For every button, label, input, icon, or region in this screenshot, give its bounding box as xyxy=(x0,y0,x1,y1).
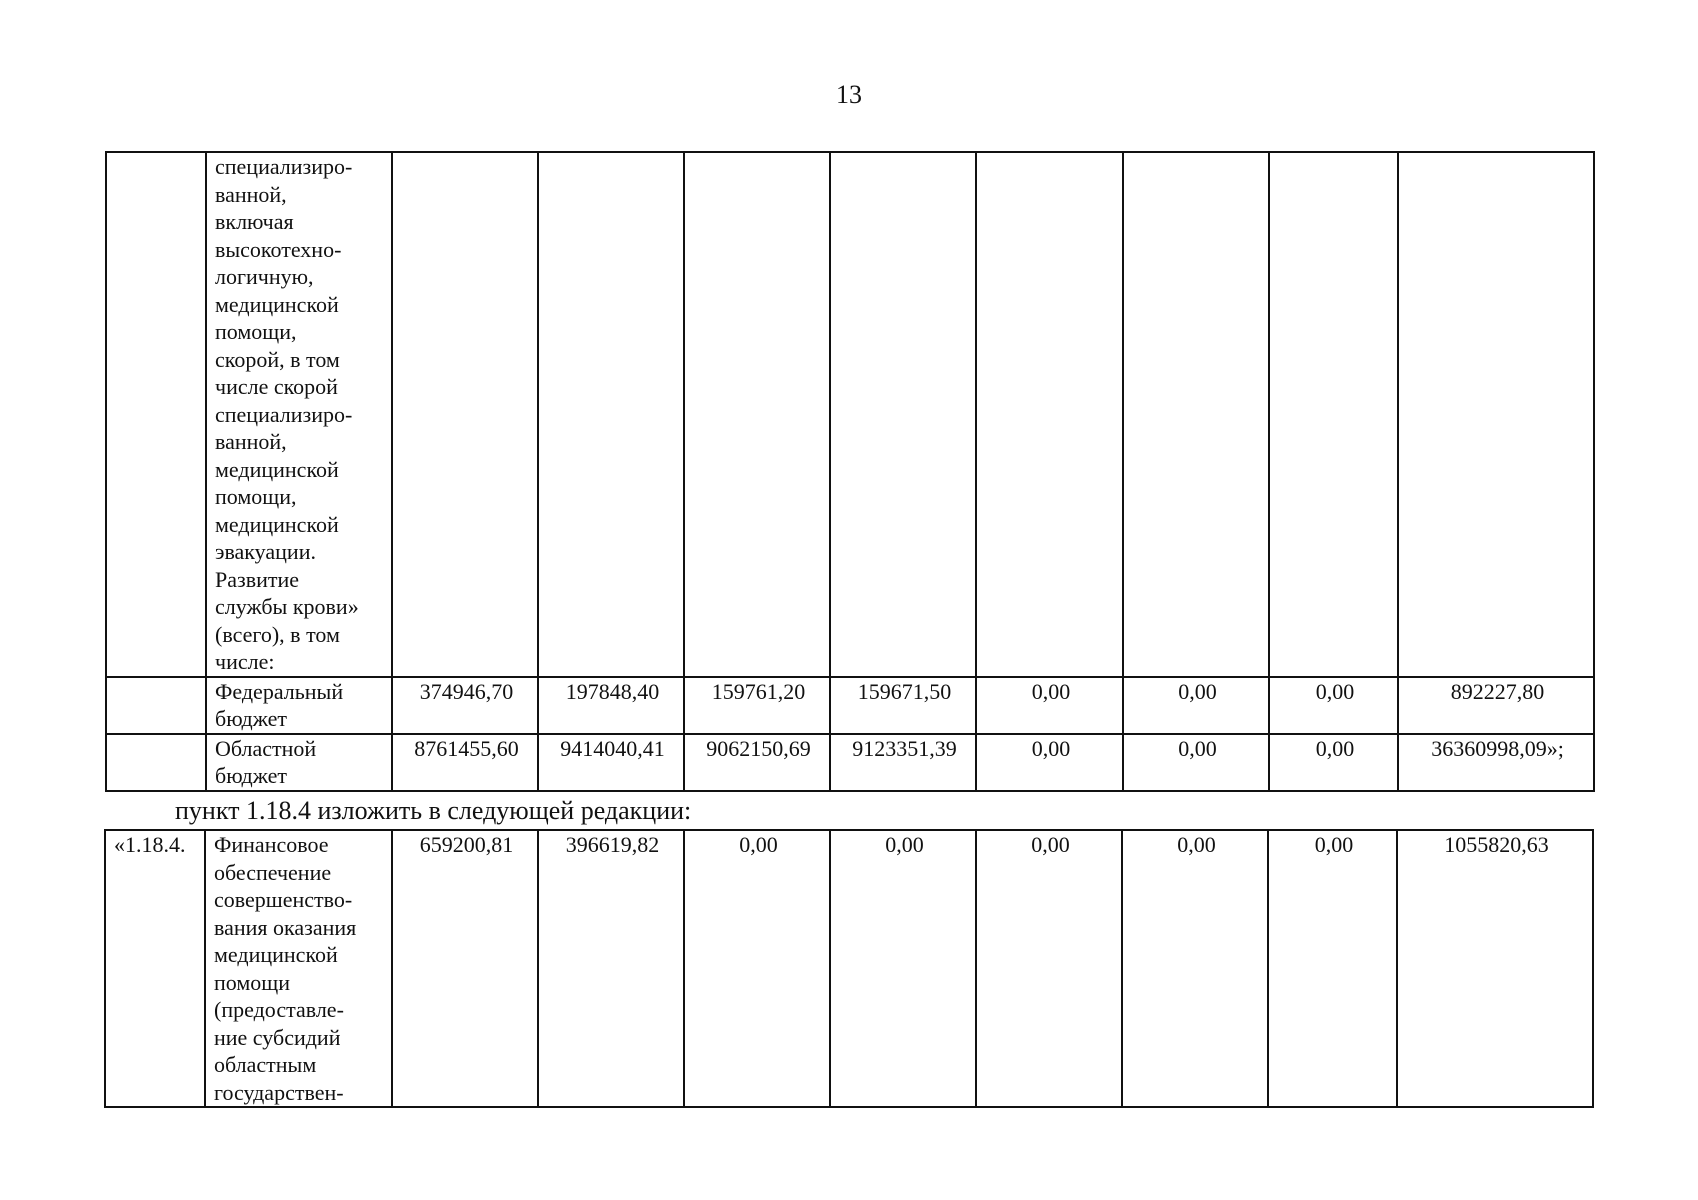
value-cell: 0,00 xyxy=(1268,830,1397,1107)
value-cell: 9062150,69 xyxy=(684,734,830,791)
table-row xyxy=(106,152,1594,677)
description-line: эвакуации. xyxy=(215,539,316,564)
value-cell: 0,00 xyxy=(1269,734,1398,791)
table-body xyxy=(105,830,1593,1107)
description-line: бюджет xyxy=(215,706,287,731)
value-cell: 892227,80 xyxy=(1398,677,1594,734)
value-cell: 0,00 xyxy=(1269,677,1398,734)
description-line: специализиро- xyxy=(215,401,353,427)
description-line: логичную, xyxy=(215,264,314,289)
value-cell: 36360998,09»; xyxy=(1398,734,1594,791)
value-cell: 159671,50 xyxy=(830,677,976,734)
description-line: специализиро- xyxy=(215,154,353,179)
description-cell xyxy=(206,677,392,734)
description-line: ванной, xyxy=(215,429,287,454)
value-cell: 9414040,41 xyxy=(538,734,684,791)
description-line: Федеральный xyxy=(215,678,344,704)
description-line: помощи, xyxy=(215,484,297,509)
value-cell xyxy=(1269,152,1398,677)
table-row xyxy=(106,677,1594,734)
description-line: помощи, xyxy=(215,319,297,344)
value-cell: 0,00 xyxy=(976,830,1122,1107)
value-cell: 9123351,39 xyxy=(830,734,976,791)
value-cell: 8761455,60 xyxy=(392,734,538,791)
value-cell xyxy=(684,152,830,677)
description-line: службы крови» xyxy=(215,594,359,619)
page-number: 13 xyxy=(836,80,862,109)
value-cell xyxy=(538,152,684,677)
description-line: ванной, xyxy=(215,181,287,207)
description-line: Областной xyxy=(215,735,317,761)
value-cell xyxy=(1398,152,1594,677)
value-cell xyxy=(1123,152,1269,677)
description-line: Развитие xyxy=(215,566,300,592)
table-row xyxy=(106,734,1594,791)
value-cell: 0,00 xyxy=(1123,677,1269,734)
description-cell xyxy=(206,152,392,677)
table-body xyxy=(106,152,1594,791)
value-cell: 197848,40 xyxy=(538,677,684,734)
value-cell: 159761,20 xyxy=(684,677,830,734)
value-cell: 0,00 xyxy=(1122,830,1268,1107)
item-code-cell: «1.18.4. xyxy=(105,830,205,1107)
description-line: медицинской xyxy=(214,942,338,967)
description-line: государствен- xyxy=(214,1079,344,1105)
description-line: помощи xyxy=(214,969,290,995)
description-line: (предоставле- xyxy=(214,997,344,1022)
description-line: областным xyxy=(214,1052,317,1077)
description-line: Финансовое xyxy=(214,832,329,857)
value-cell xyxy=(976,152,1123,677)
description-line: бюджет xyxy=(215,763,287,788)
description-line: обеспечение xyxy=(214,859,332,885)
value-cell: 396619,82 xyxy=(538,830,684,1107)
description-line: (всего), в том xyxy=(215,621,340,647)
budget-table-item-1-18-4 xyxy=(104,829,1594,1108)
description-cell xyxy=(205,830,392,1107)
description-line: медицинской xyxy=(215,456,339,482)
description-line: ние субсидий xyxy=(214,1024,341,1050)
value-cell: 659200,81 xyxy=(392,830,538,1107)
description-line: медицинской xyxy=(215,511,339,537)
description-line: включая xyxy=(215,209,294,234)
value-cell: 0,00 xyxy=(976,734,1123,791)
description-line: скорой, в том xyxy=(215,346,340,372)
value-cell: 0,00 xyxy=(976,677,1123,734)
value-cell: 1055820,63 xyxy=(1397,830,1593,1107)
value-cell: 0,00 xyxy=(1123,734,1269,791)
value-cell: 0,00 xyxy=(830,830,976,1107)
description-line: высокотехно- xyxy=(215,236,342,262)
description-cell xyxy=(206,734,392,791)
description-line: числе: xyxy=(215,649,275,674)
value-cell: 374946,70 xyxy=(392,677,538,734)
amendment-text: пункт 1.18.4 изложить в следующей редакции: xyxy=(175,796,692,825)
description-line: числе скорой xyxy=(215,374,338,399)
description-line: вания оказания xyxy=(214,914,357,940)
item-code-cell xyxy=(106,152,206,677)
value-cell xyxy=(392,152,538,677)
value-cell: 0,00 xyxy=(684,830,830,1107)
description-line: совершенство- xyxy=(214,887,353,912)
value-cell xyxy=(830,152,976,677)
table-row xyxy=(105,830,1593,1107)
item-code-cell xyxy=(106,734,206,791)
description-line: медицинской xyxy=(215,291,339,317)
item-code-cell xyxy=(106,677,206,734)
budget-table-continuation xyxy=(105,151,1595,792)
